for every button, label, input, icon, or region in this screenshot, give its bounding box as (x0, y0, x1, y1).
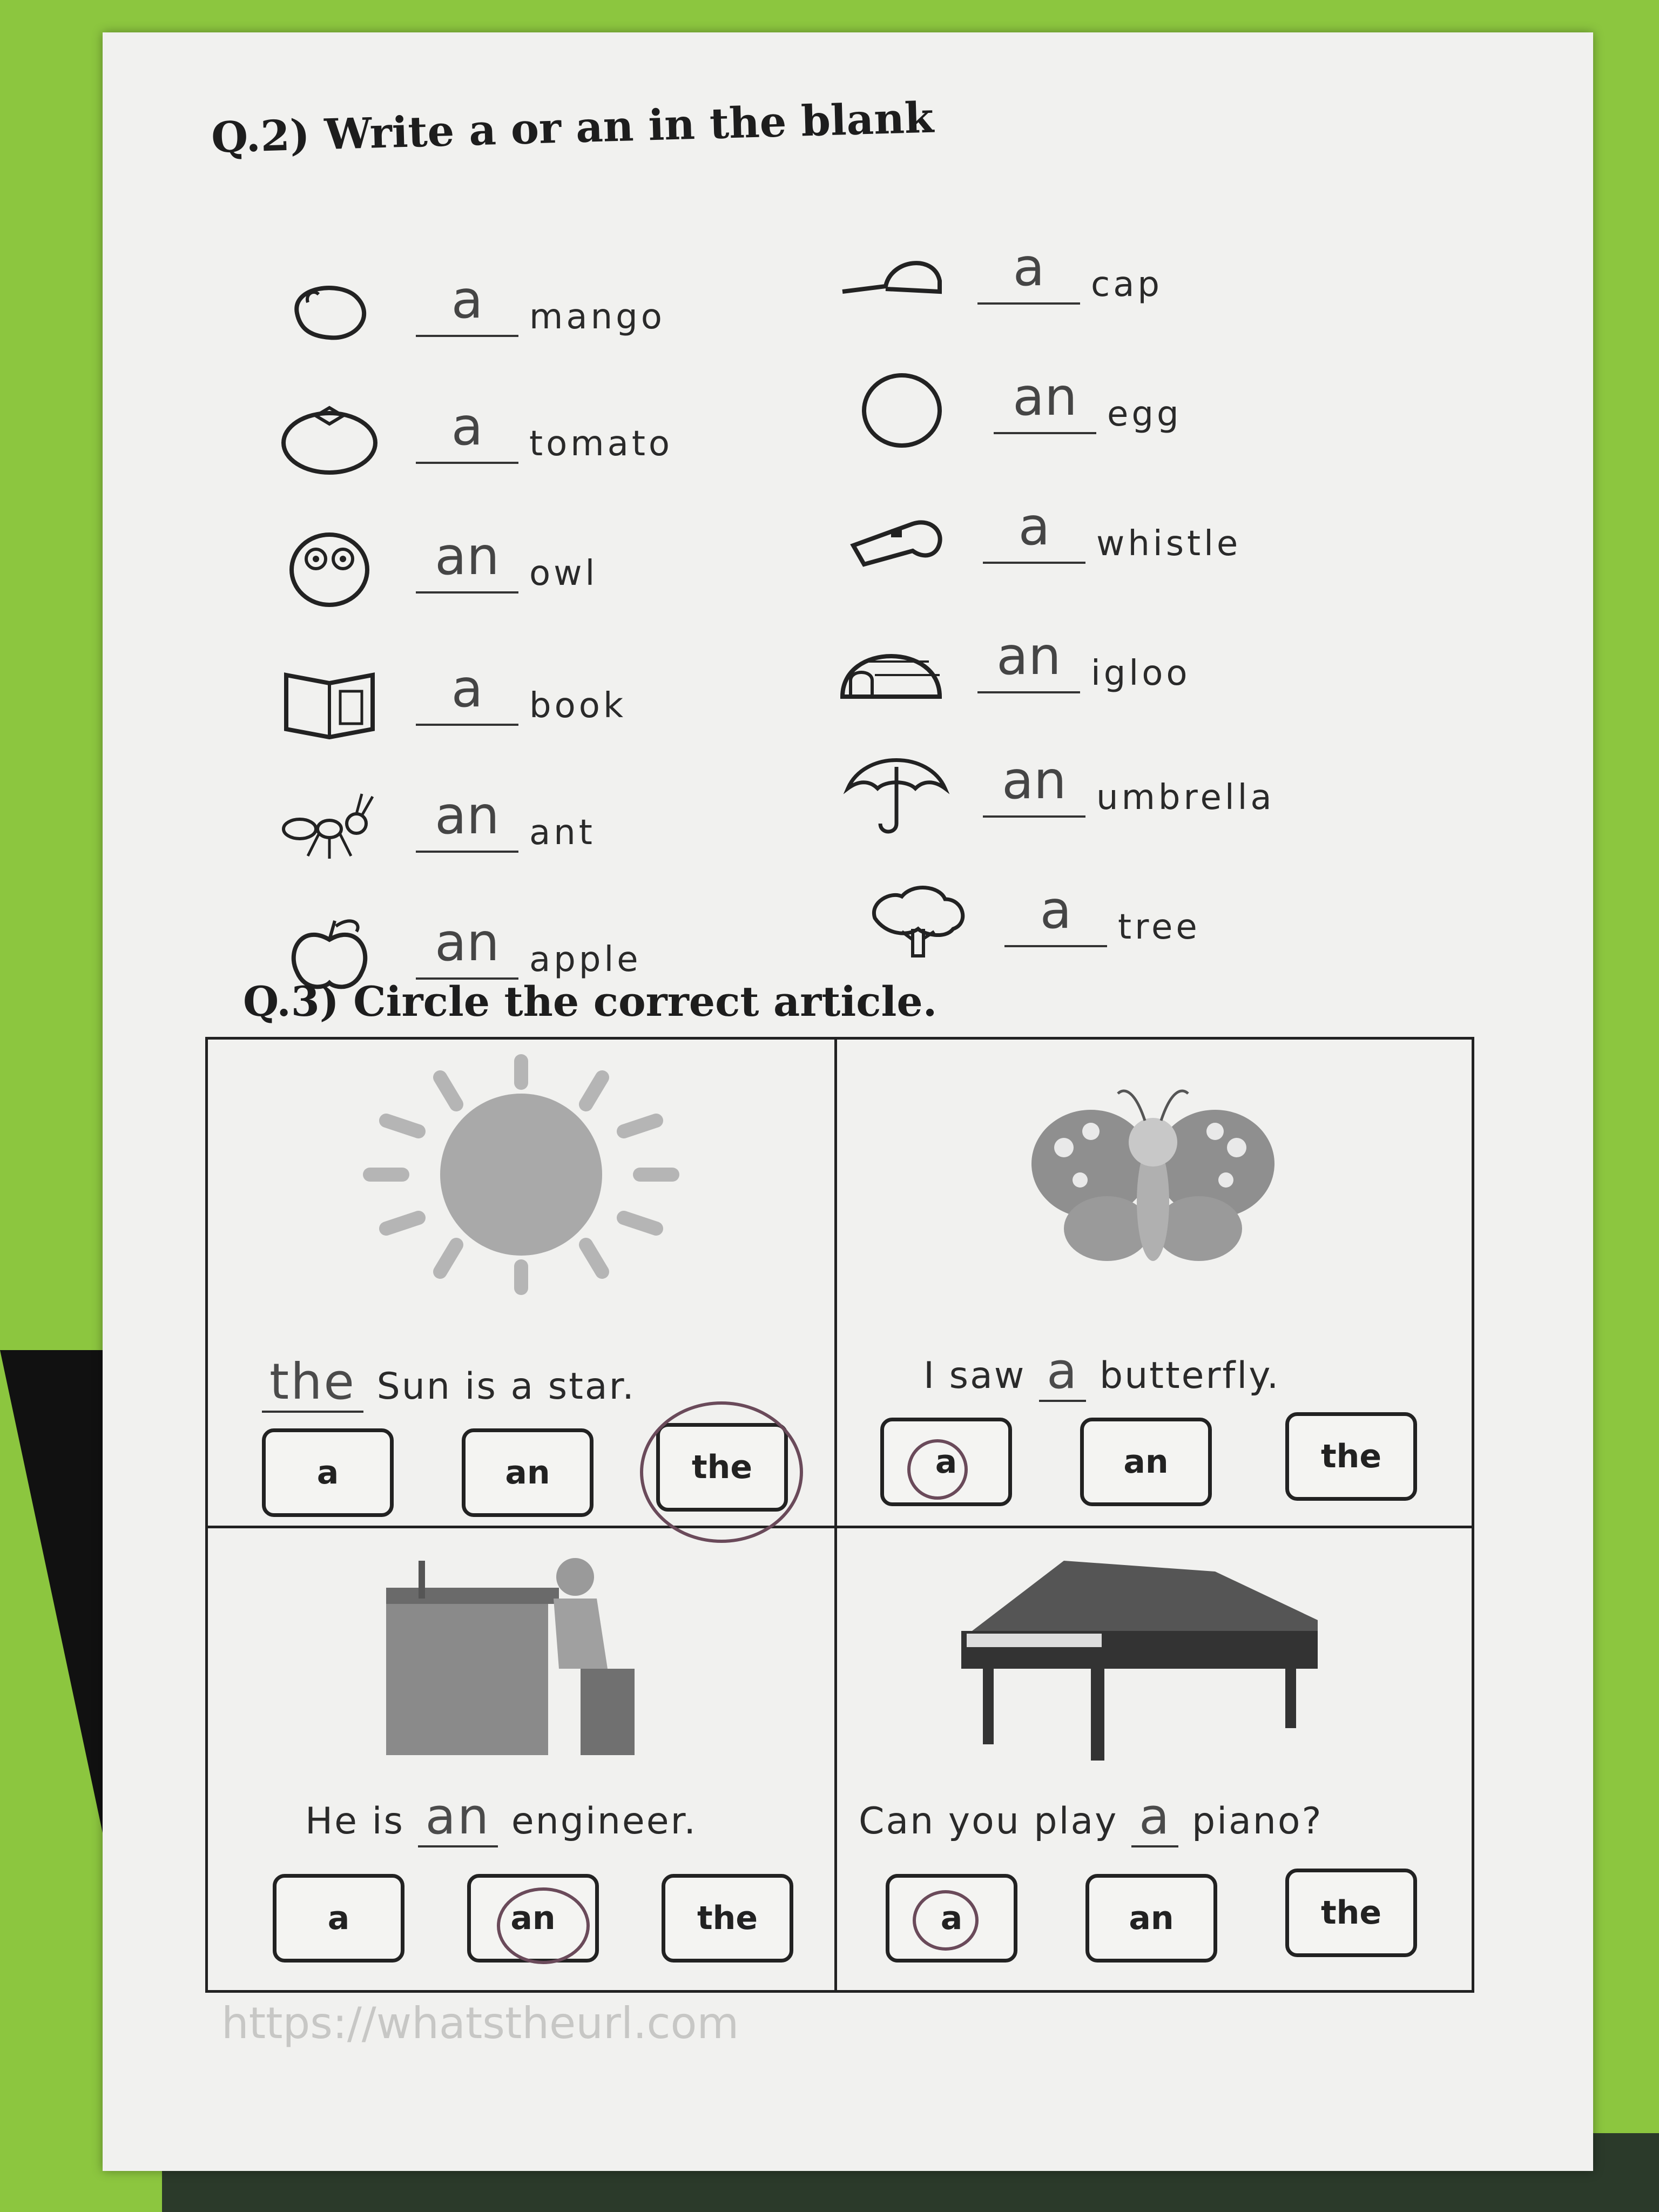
item-word: whistle (1096, 524, 1242, 564)
blank-answer[interactable]: an (416, 527, 518, 594)
option-an[interactable]: an (1085, 1874, 1217, 1963)
item-word: apple (529, 940, 642, 980)
blank-answer[interactable]: a (416, 270, 518, 337)
option-a[interactable]: a (886, 1874, 1017, 1963)
book-icon (275, 653, 383, 745)
blank-answer[interactable]: a (1131, 1788, 1178, 1847)
piano-icon (837, 1528, 1464, 1798)
blank-answer[interactable]: an (994, 367, 1096, 434)
item-word: egg (1107, 394, 1182, 434)
q3-cell-butterfly (837, 1040, 1464, 1515)
q3-grid (205, 1037, 1474, 1993)
q3-sentence (305, 1788, 697, 1845)
option-the[interactable]: the (1285, 1869, 1417, 1957)
option-a[interactable]: a (262, 1428, 394, 1517)
option-an[interactable]: an (1080, 1418, 1212, 1506)
answer-circle-mark (913, 1890, 979, 1951)
answer-circle-mark (640, 1401, 803, 1543)
butterfly-icon (837, 1040, 1464, 1310)
blank-answer[interactable]: a (1039, 1342, 1086, 1402)
watermark-text: https://whatstheurl.com (221, 1998, 739, 2048)
tree-icon (864, 875, 972, 967)
item-word: book (529, 686, 626, 726)
sentence-before: I saw (923, 1354, 1026, 1397)
answer-circle-mark (497, 1887, 590, 1964)
q2-heading: Q.2) Write a or an in the blank (211, 93, 935, 163)
answer-circle-mark (907, 1439, 968, 1500)
option-an[interactable]: an (462, 1428, 594, 1517)
item-word: tomato (529, 424, 673, 464)
item-word: igloo (1091, 653, 1191, 693)
item-word: cap (1091, 265, 1163, 305)
tomato-icon (275, 392, 383, 483)
mango-icon (275, 265, 383, 356)
item-word: umbrella (1096, 778, 1275, 818)
q3-sentence (859, 1788, 1323, 1845)
option-a[interactable]: a (880, 1418, 1012, 1506)
whistle-icon (842, 491, 950, 583)
blank-answer[interactable]: a (416, 397, 518, 464)
sentence-before: He is (305, 1800, 404, 1843)
owl-icon (275, 521, 383, 613)
blank-answer[interactable]: a (977, 238, 1080, 305)
egg-icon (853, 362, 961, 454)
sentence-before: Can you play (859, 1800, 1118, 1843)
item-word: mango (529, 297, 665, 337)
worksheet-page (103, 32, 1593, 2171)
blank-answer[interactable]: an (416, 786, 518, 853)
sun-icon (208, 1040, 834, 1310)
option-an[interactable]: an (467, 1874, 599, 1963)
blank-answer[interactable]: an (416, 913, 518, 980)
option-the[interactable]: the (662, 1874, 793, 1963)
engineer-icon (208, 1528, 834, 1798)
q3-cell-piano (837, 1528, 1464, 2004)
q3-heading: Q.3) Circle the correct article. (243, 977, 938, 1026)
cap-icon (837, 232, 945, 324)
item-word: tree (1118, 907, 1201, 947)
item-word: ant (529, 813, 596, 853)
ant-icon (275, 780, 383, 872)
q3-sentence (923, 1342, 1280, 1400)
q3-cell-sun (208, 1040, 834, 1515)
sentence-after: butterfly. (1100, 1354, 1280, 1397)
blank-answer[interactable]: an (983, 751, 1085, 818)
blank-answer[interactable]: an (977, 626, 1080, 693)
sentence-after: Sun is a star. (376, 1365, 636, 1408)
option-the[interactable]: the (1285, 1412, 1417, 1501)
sentence-after: engineer. (511, 1800, 697, 1843)
blank-answer[interactable]: a (416, 659, 518, 726)
sentence-after: piano? (1192, 1800, 1323, 1843)
blank-answer[interactable]: a (1004, 880, 1107, 947)
blank-answer[interactable]: the (262, 1353, 363, 1413)
option-a[interactable]: a (273, 1874, 404, 1963)
igloo-icon (837, 621, 945, 713)
blank-answer[interactable]: an (418, 1788, 498, 1847)
umbrella-icon (842, 745, 950, 837)
blank-answer[interactable]: a (983, 497, 1085, 564)
option-the[interactable]: the (656, 1423, 788, 1512)
q3-cell-engineer (208, 1528, 834, 2004)
q3-sentence (262, 1353, 636, 1411)
item-word: owl (529, 554, 598, 594)
